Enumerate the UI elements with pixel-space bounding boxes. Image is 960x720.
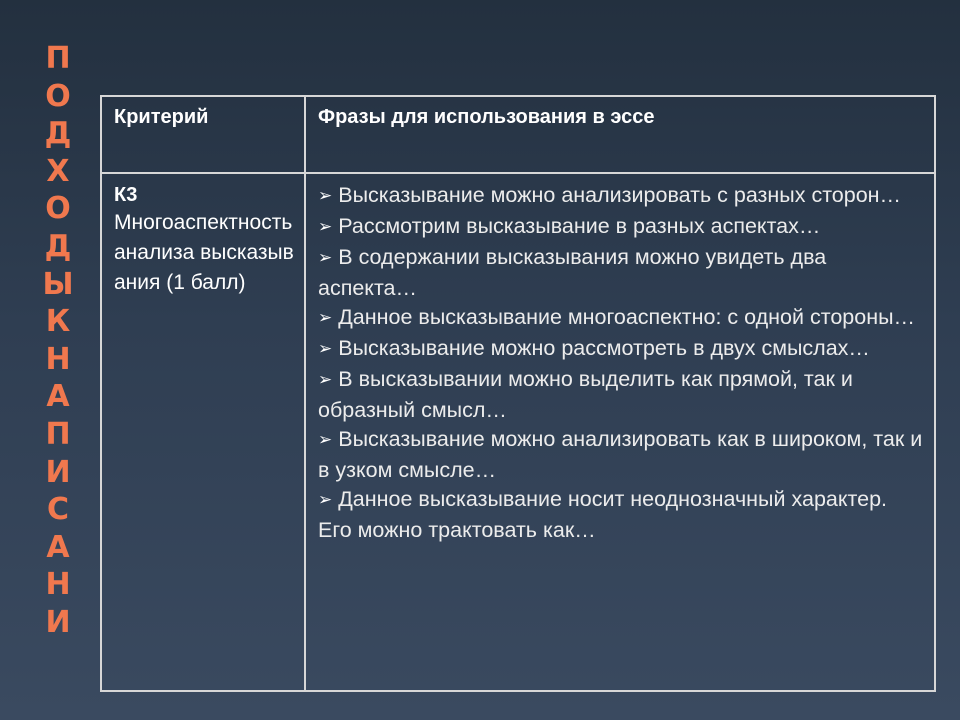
phrase-text: Высказывание можно анализировать с разных сторон… [338,183,902,207]
phrase-text: Данное высказывание носит неоднозначный характер. Его можно трактовать как… [318,487,887,542]
list-item [318,212,924,243]
title-letter: Н [45,567,71,603]
title-letter: Ы [42,266,74,302]
arrow-right-icon: ➢ [318,308,333,328]
list-item [318,485,924,545]
phrases-cell [305,173,935,691]
title-letter: Д [44,116,72,152]
title-letter: П [45,416,71,452]
title-letter: И [45,454,71,490]
arrow-right-icon: ➢ [318,370,333,390]
criterion-cell [101,173,305,691]
vertical-title [30,40,86,642]
header-criterion: Критерий [101,96,305,173]
list-item [318,365,924,425]
criteria-table [100,95,936,692]
title-letter: А [46,379,70,415]
table-header-row [101,96,935,173]
arrow-right-icon: ➢ [318,186,333,206]
phrase-text: Высказывание можно анализировать как в широком, так и в узком смысле… [318,427,923,482]
list-item [318,425,924,485]
phrase-text: В содержании высказывания можно увидеть два аспекта… [318,245,827,300]
phrase-list [306,174,934,545]
phrase-text: Рассмотрим высказывание в разных аспектах… [338,214,821,238]
phrase-text: В высказывании можно выделить как прямой, так и образный смысл… [318,367,853,422]
title-letter: О [45,191,71,227]
list-item [318,181,924,212]
arrow-right-icon: ➢ [318,430,333,450]
title-letter: А [46,529,70,565]
table-row [101,173,935,691]
title-letter: П [45,41,71,76]
list-item [318,243,924,303]
phrase-text: Данное высказывание многоаспектно: с одной стороны… [338,305,916,329]
title-letter: Н [45,341,71,377]
list-item [318,334,924,365]
arrow-right-icon: ➢ [318,248,333,268]
arrow-right-icon: ➢ [318,217,333,237]
criterion-code: К3 [114,184,138,206]
criterion-description: Многоаспектность анализа высказывания (1 балл) [114,211,294,294]
title-letter: Д [44,228,72,264]
phrase-text: Высказывание можно рассмотреть в двух смыслах… [338,336,870,360]
title-letter: К [45,304,71,340]
title-letter: С [46,492,70,528]
title-letter: Х [46,153,70,189]
list-item [318,303,924,334]
title-letter: И [45,604,71,640]
title-letter: О [45,78,71,114]
arrow-right-icon: ➢ [318,490,333,510]
header-phrases: Фразы для использования в эссе [305,96,935,173]
arrow-right-icon: ➢ [318,339,333,359]
